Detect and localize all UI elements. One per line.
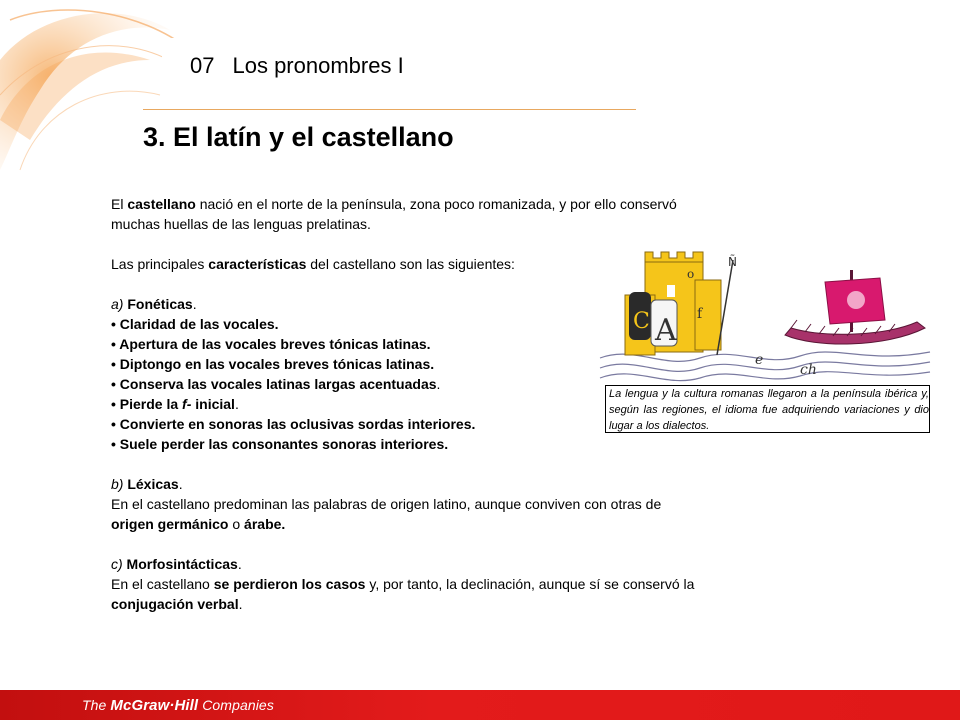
foneticas-heading: a) Fonéticas. <box>111 296 197 312</box>
section-title: 3. El latín y el castellano <box>143 122 454 152</box>
svg-text:f: f <box>697 306 703 322</box>
illustration-caption: La lengua y la cultura romanas llegaron a la península ibérica y, según las regiones, el idioma fue adquiriendo variaciones y dio lugar a los dialectos. <box>605 385 930 433</box>
list-item: • Suele perder las consonantes sonoras interiores. <box>111 436 449 452</box>
chapter-title: Los pronombres I <box>232 53 404 78</box>
list-item: • Apertura de las vocales breves tónicas latinas. <box>111 336 431 352</box>
intro-paragraph: El castellano nació en el norte de la península, zona poco romanizada, y por ello conservó muchas huellas de las lenguas prelatinas. <box>111 196 677 232</box>
list-item: • Conserva las vocales latinas largas acentuadas. <box>111 376 441 392</box>
publisher-logo: The McGraw·Hill Companies <box>82 696 274 714</box>
lexicas-heading: b) Léxicas. <box>111 476 183 492</box>
chapter-number: 07 <box>190 53 215 78</box>
morfo-paragraph: En el castellano se perdieron los casos y, por tanto, la declinación, aunque sí se conservó la conjugación verbal. <box>111 576 695 612</box>
list-item: • Claridad de las vocales. <box>111 316 279 332</box>
svg-text:o: o <box>687 267 695 281</box>
lexicas-paragraph: En el castellano predominan las palabras de origen latino, aunque conviven con otras de origen germánico o árabe. <box>111 496 662 532</box>
footer-bar <box>0 690 960 720</box>
header-divider <box>143 109 636 110</box>
morfo-heading: c) Morfosintácticas. <box>111 556 242 572</box>
chapter-header <box>162 38 490 94</box>
list-item: • Diptongo en las vocales breves tónicas latinas. <box>111 356 435 372</box>
illus-letter-c: C <box>633 309 650 334</box>
castle-and-ship-illustration <box>595 240 935 385</box>
characteristics-paragraph: Las principales características del castellano son las siguientes: <box>111 256 515 272</box>
svg-text:e: e <box>755 352 764 368</box>
svg-text:ch: ch <box>800 362 817 378</box>
list-item: • Pierde la f- inicial. <box>111 396 239 412</box>
illus-letter-a: A <box>655 313 677 348</box>
svg-text:Ñ: Ñ <box>728 255 737 269</box>
list-item: • Convierte en sonoras las oclusivas sordas interiores. <box>111 416 476 432</box>
